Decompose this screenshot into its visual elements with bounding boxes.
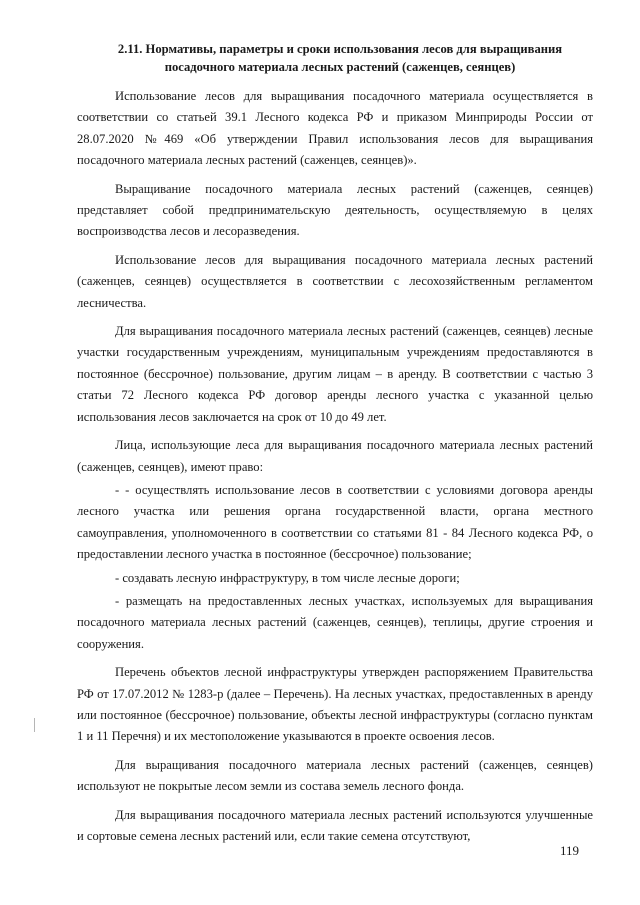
list-item-right-use: - - осуществлять использование лесов в соответствии с условиями договора аренды лесного участка или решения органа государственной власти, органа местного самоуправления, уполномоченного в соответствии со статьями 81 - 84 Лесного кодекса РФ, о предоставлении лесного участка в постоянное (бессрочное) пользование; xyxy=(77,482,593,562)
paragraph-seeds: Для выращивания посадочного материала лесных растений используются улучшенные и сортовые семена лесных растений или, если такие семена отсутствуют, xyxy=(77,807,593,843)
scan-margin-mark xyxy=(34,718,35,732)
paragraph-infrastructure-list: Перечень объектов лесной инфраструктуры утвержден распоряжением Правительства РФ от 17.07.2012 № 1283-р (далее – Перечень). На лесных участках, предоставленных в аренду или постоянное (бессрочное) пользование, объекты лесной инфраструктуры (согласно пунктам 1 и 11 Перечня) и их местоположение указываются в проекте освоения лесов. xyxy=(77,665,593,744)
paragraph-land-provision: Для выращивания посадочного материала лесных растений (саженцев, сеянцев) лесные участки государственным учреждениям, муниципальным учреждениям предоставляются в постоянное (бессрочное) пользование, другим лицам – в аренду. В соответствии с частью 3 статьи 72 Лесного кодекса РФ договор аренды лесного участка с указанной целью использования лесов заключается на срок от 10 до 49 лет. xyxy=(77,324,593,424)
section-heading-line-2: посадочного материала лесных растений (саженцев, сеянцев) xyxy=(164,60,516,74)
page-number: 119 xyxy=(560,843,580,858)
list-item-right-greenhouses: - размещать на предоставленных лесных участках, используемых для выращивания посадочного материала лесных растений (саженцев, сеянцев), теплицы, другие строения и сооружения. xyxy=(77,593,593,651)
paragraph-rights-intro: Лица, использующие леса для выращивания посадочного материала лесных растений (саженцев, сеянцев), имеют право: xyxy=(77,438,593,474)
list-item-right-infrastructure: - создавать лесную инфраструктуру, в том числе лесные дороги; xyxy=(115,570,460,585)
paragraph-business-activity: Выращивание посадочного материала лесных растений (саженцев, сеянцев) представляет собой предпринимательскую деятельность, осуществляемую в целях воспроизводства лесов и лесоразведения. xyxy=(77,181,593,239)
section-heading xyxy=(80,40,600,76)
paragraph-land-types: Для выращивания посадочного материала лесных растений (саженцев, сеянцев) используют не покрытые лесом земли из состава земель лесного фонда. xyxy=(77,757,593,794)
section-heading-line-1: 2.11. Нормативы, параметры и сроки использования лесов для выращивания xyxy=(117,42,563,56)
paragraph-legal-basis: Использование лесов для выращивания посадочного материала осуществляется в соответствии со статьей 39.1 Лесного кодекса РФ и приказом Минприроды России от 28.07.2020 №469 «Об утверждении Правил использования лесов для выращивания посадочного материала лесных растений (саженцев, сеянцев)». xyxy=(77,89,593,168)
document-body xyxy=(77,86,593,854)
paragraph-regulation: Использование лесов для выращивания посадочного материала лесных растений (саженцев, сеянцев) осуществляется в соответствии с лесохозяйственным регламентом лесничества. xyxy=(77,252,593,310)
